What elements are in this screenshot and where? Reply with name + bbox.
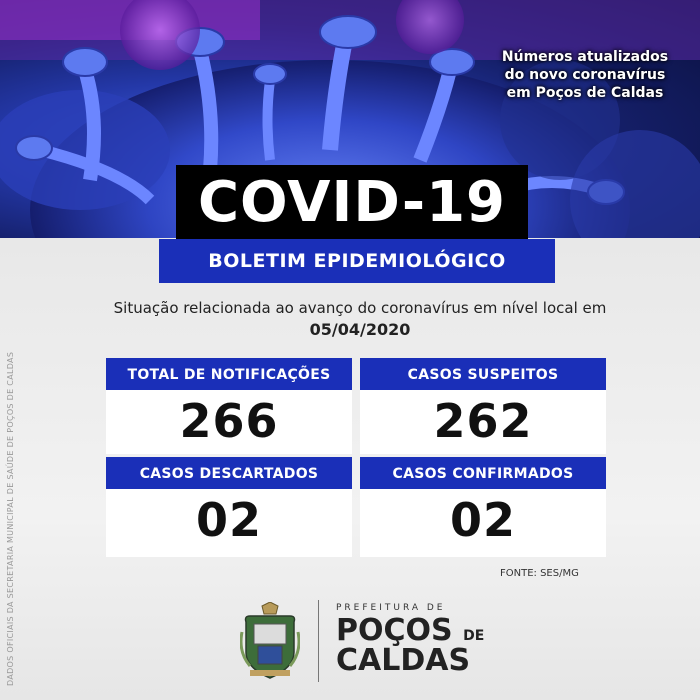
description-text: Situação relacionada ao avanço do coronavírus em nível local em [113, 299, 607, 317]
logo-divider [318, 600, 319, 682]
stat-label: CASOS DESCARTADOS [106, 457, 352, 489]
report-date: 05/04/2020 [309, 320, 411, 339]
logo-prefeitura: PREFEITURA DE [336, 603, 446, 613]
stat-card-discarded [106, 457, 352, 557]
logo-de: DE [463, 628, 485, 644]
stat-card-confirmed [360, 457, 606, 557]
stat-value: 02 [195, 493, 262, 547]
hero-note: Números atualizados do novo coronavírus em Poços de Caldas [501, 49, 669, 101]
stat-value: 02 [449, 493, 516, 547]
page-title: COVID-19 [197, 169, 507, 235]
logo-caldas: CALDAS [336, 643, 471, 678]
title-box [176, 165, 528, 239]
city-crest-icon [240, 602, 300, 682]
source-note: FONTE: SES/MG [500, 568, 579, 579]
stat-label: CASOS SUSPEITOS [360, 358, 606, 390]
side-credit: DADOS OFICIAIS DA SECRETARIA MUNICIPAL DE SAÚDE DE POÇOS DE CALDAS [6, 351, 15, 686]
stat-value: 262 [433, 394, 533, 448]
stat-card-total [106, 358, 352, 454]
logo-pocos-text: POÇOS [336, 613, 453, 648]
subtitle-box [159, 239, 555, 283]
stat-value: 266 [179, 394, 279, 448]
stat-label: TOTAL DE NOTIFICAÇÕES [106, 358, 352, 390]
stat-label: CASOS CONFIRMADOS [360, 457, 606, 489]
stat-card-suspected [360, 358, 606, 454]
description [60, 297, 660, 341]
page-subtitle: BOLETIM EPIDEMIOLÓGICO [208, 250, 506, 272]
